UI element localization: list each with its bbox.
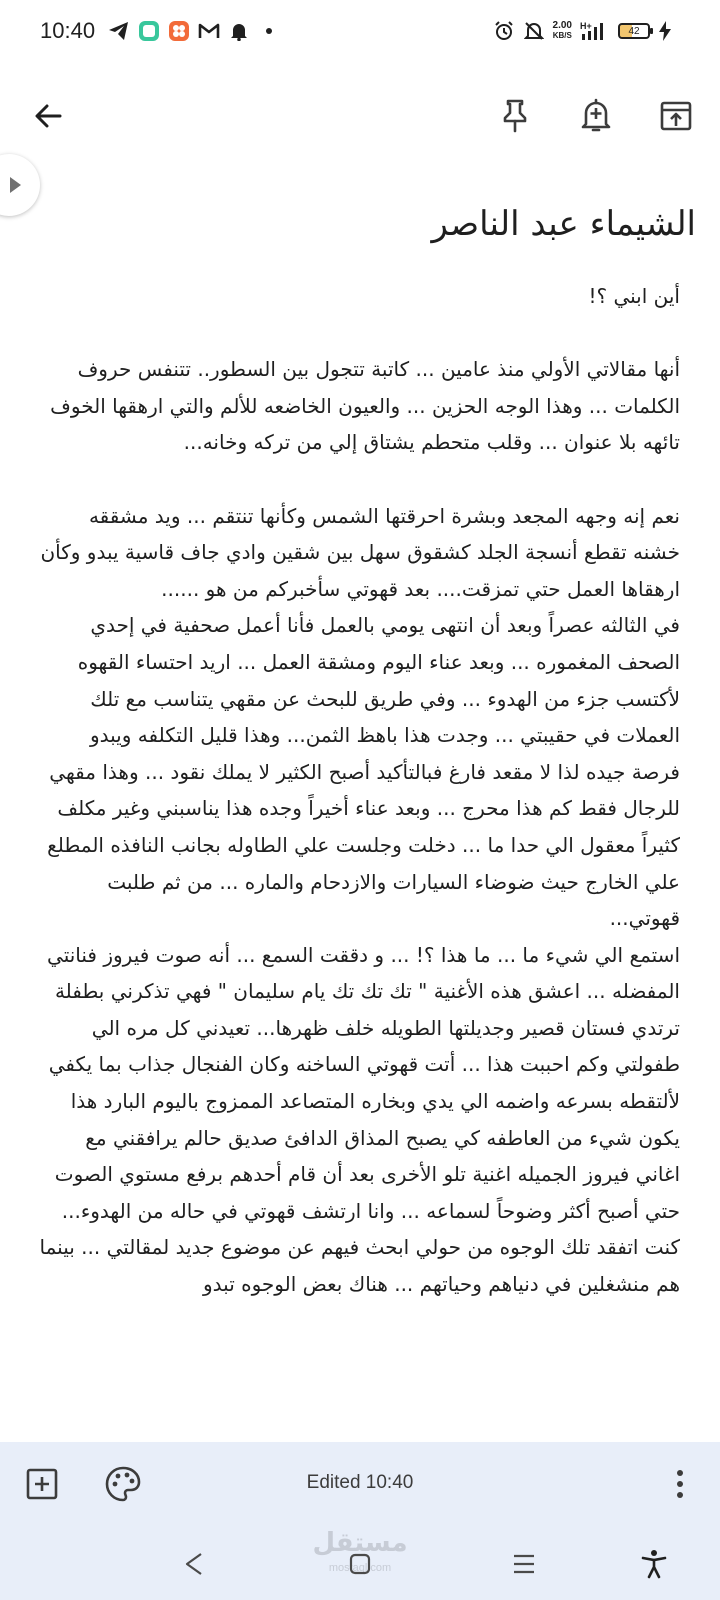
accessibility-icon xyxy=(641,1549,667,1579)
system-navigation-bar xyxy=(0,1526,720,1600)
battery-icon xyxy=(618,23,650,39)
more-options-button[interactable] xyxy=(652,1456,708,1512)
status-time: 10:40 xyxy=(40,18,96,43)
archive-button[interactable] xyxy=(652,92,700,140)
more-vert-icon xyxy=(675,1468,685,1500)
dot-icon xyxy=(258,20,280,42)
network-speed-value: 2.00 xyxy=(552,20,572,31)
alarm-icon xyxy=(493,20,515,42)
watermark-logo: مستقل xyxy=(312,1528,408,1558)
note-title[interactable]: الشيماء عبد الناصر xyxy=(431,204,696,244)
gmail-icon xyxy=(198,20,220,42)
mute-bell-icon xyxy=(523,20,545,42)
nav-back-button[interactable] xyxy=(170,1540,218,1588)
status-right-icons xyxy=(493,20,672,42)
svg-text:H+: H+ xyxy=(580,21,592,31)
nav-recents-icon xyxy=(512,1553,536,1575)
reminder-button[interactable] xyxy=(572,92,620,140)
charging-icon xyxy=(658,20,672,42)
nav-home-button[interactable] xyxy=(336,1540,384,1588)
note-bottom-bar xyxy=(0,1442,720,1526)
app-orange-icon xyxy=(168,20,190,42)
add-reminder-icon xyxy=(580,98,612,134)
arrow-back-icon xyxy=(32,100,64,132)
pin-icon xyxy=(500,98,530,134)
telegram-icon xyxy=(108,20,130,42)
nav-back-icon xyxy=(183,1552,205,1576)
edited-timestamp: Edited 10:40 xyxy=(306,1472,414,1493)
network-speed-unit: KB/S xyxy=(552,31,572,40)
watermark-url: mostaql.com xyxy=(328,1562,392,1574)
nav-recents-button[interactable] xyxy=(500,1540,548,1588)
notification-bell-icon xyxy=(228,20,250,42)
back-button[interactable] xyxy=(24,92,72,140)
battery-level: 42 xyxy=(628,25,640,37)
play-arrow-icon xyxy=(8,176,22,194)
note-body[interactable]: أين ابني ؟! أنها مقالاتي الأولي منذ عامين ... كاتبة تتجول بين السطور.. تتنفس حروف الكلمات ... وهذا الوجه الحزين ... والعيون الخاضعه للألم والتي ارهقها الخوف تائهه بلا عنوان ... وقلب متحطم يشتاق إلي من تركه وخانه... نعم إنه وجهه المجعد وبشرة احرقتها الشمس وكأنها تنتقم ... ويد مشققه خشنه تقطع أنسجة الجلد كشقوق سهل بين شقين وادي جاف قاسية يبدو وكأن ارهقاها العمل حتي تمزقت.... بعد قهوتي سأخبركم من هو ...... في الثالثه عصراً وبعد أن انتهى يومي بالعمل فأنا أعمل صحفية في إحدي الصحف المغموره ... وبعد عناء اليوم ومشقة العمل ... اريد احتساء القهوه لأكتسب جزء من الهدوء ... وفي طريق للبحث عن مقهي يتناسب مع تلك العملات في حقيبتي ... وجدت هذا باهظ الثمن... وهذا قليل التكلفه ويبدو فرصة جيده لذا لا مقعد فارغ فبالتأكيد أصبح الكثير لا يملك نقود ... وهذا مقهي للرجال فقط كم هذا محرج ... وبعد عناء أخيراً وجده هذا يناسبني وغير مكلف كثيراً معقول الي حدا ما ... دخلت وجلست علي الطاوله بجانب النافذه المطلع علي الخارج حيث ضوضاء السيارات والازدحام والماره ... من ثم طلبت قهوتي... استمع الي شيء ما ... ما هذا ؟! ... و دققت السمع ... أنه صوت فيروز فنانتي المفضله ... اعشق هذه الأغنية " تك تك تك يام سليمان " فهي تذكرني بطفلة ترتدي فستان قصير وجديلتها الطويله خلف ظهرها... تعيدني كل مره الي طفولتي وكم احببت هذا ... أتت قهوتي الساخنه وكان الفنجال جذاب بما يكفي لألتقطه بسرعه واضمه الي يدي وبخاره المتصاعد الممزوج باليوم البارد هذا يكون شيء من العاطفه كي يصبح المذاق الدافئ صديق حالم يرافقني مع اغاني فيروز الجميله اغنية تلو الأخرى بعد أن قام أحدهم برفع مستوي الصوت حتي أصبح أكثر وضوحاً لسماعه ... وانا ارتشف قهوتي في حاله من الهدوء... كنت اتفقد تلك الوجوه من حولي ابحث فيهم عن موضوع جديد لمقالتي ... بينما هم منشغلين في دنياهم وحياتهم ... هناك بعض الوجوه تبدو xyxy=(39,284,680,1297)
status-bar xyxy=(0,0,720,64)
pin-button[interactable] xyxy=(491,92,539,140)
note-toolbar xyxy=(0,84,720,148)
nav-home-icon xyxy=(348,1552,372,1576)
accessibility-button[interactable] xyxy=(630,1540,678,1588)
signal-icon xyxy=(580,20,610,42)
status-left-icons xyxy=(108,20,280,42)
app-green-icon xyxy=(138,20,160,42)
archive-icon xyxy=(659,99,693,133)
network-speed xyxy=(553,21,572,41)
